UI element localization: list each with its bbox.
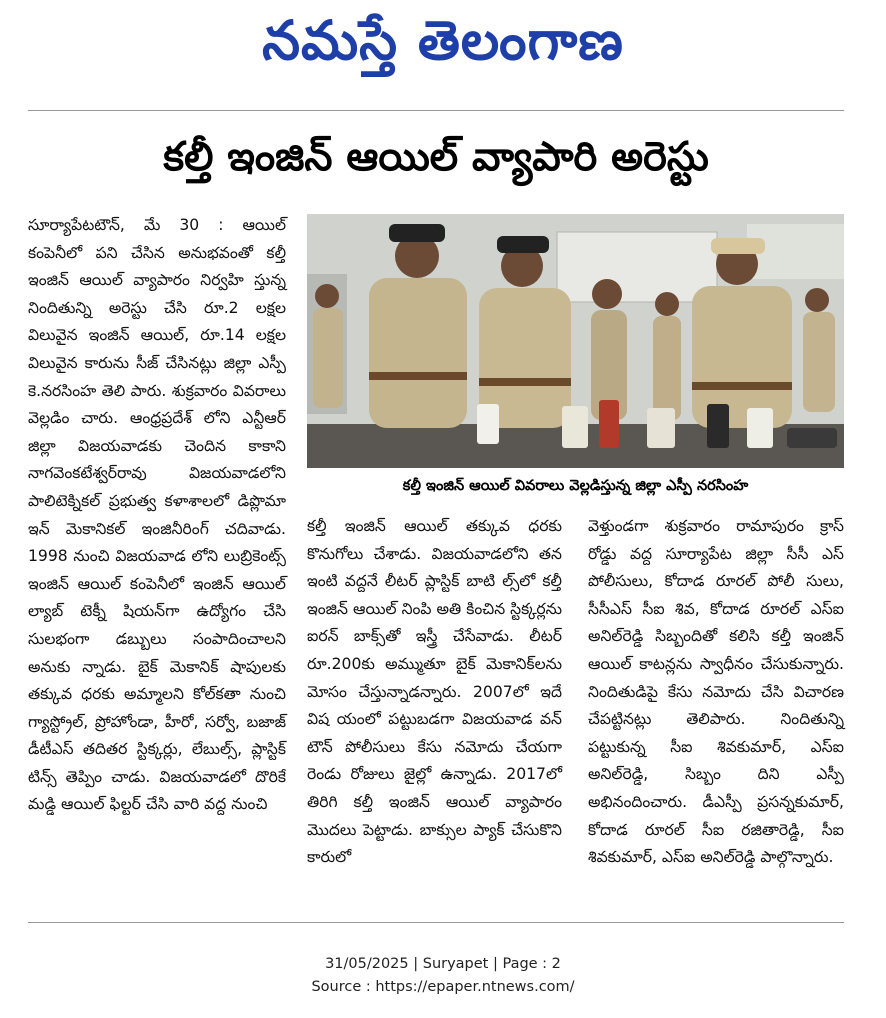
article-text: వెళ్తుండగా శుక్రవారం రామాపురం క్రాస్ రోడ్డు వద్ద సూర్యాపేట జిల్లా సీసీ ఎస్ పోలీసులు, కోదాడ రూరల్ పోలీ సులు, సీసీఎస్ సీఐ శివ, కోదాడ రూరల్ ఎస్ఐ అనిల్‌రెడ్డి సిబ్బందితో కలిసి కల్తీ ఇంజిన్ ఆయిల్ కాటన్లను స్వాధీనం చేసుకున్నారు. నిందితుడిపై కేసు నమోదు చేసి విచారణ చేపట్టినట్లు తెలిపారు. నిందితున్ని పట్టుకున్న సీఐ శివకుమార్, ఎస్ఐ అనిల్‌రెడ్డి, సిబ్బం దిని ఎస్పీ అభినందించారు. డీఎస్పీ ప్రసన్నకుమార్, కోదాడ రూరల్ సీఐ రజితారెడ్డి, సీఐ శివకుమార్, ఎస్ఐ అనిల్‌రెడ్డి పాల్గొన్నారు. (588, 517, 844, 867)
edition-info: 31/05/2025 | Suryapet | Page : 2 (325, 956, 561, 972)
masthead-divider (28, 110, 844, 111)
source-link[interactable]: Source : https://epaper.ntnews.com/ (311, 979, 575, 995)
article-text: కల్తీ ఇంజిన్ ఆయిల్ తక్కువ ధరకు కొనుగోలు చేశాడు. విజయవాడలోని తన ఇంటి వద్దనే లీటర్ ప్లాస్టిక్ బాటి ల్స్‌లో కల్తీ ఇంజిన్ ఆయిల్ నింపి అతి కించిన స్టిక్కర్లను ఐరన్ బాక్స్‌తో ఇస్త్రీ చేసేవాడు. లీటర్ రూ.200కు అమ్ముతూ బైక్ మెకానిక్‌లను మోసం చేస్తున్నాడన్నారు. 2007లో ఇదే విష యంలో పట్టుబడగా విజయవాడ వన్ టౌన్ పోలీసులు కేసు నమోదు చేయగా రెండు రోజులు జైల్లో ఉన్నాడు. 2017లో తిరిగి కల్తీ ఇంజిన్ ఆయిల్ వ్యాపారం మొదలు పెట్టాడు. బాక్సుల ప్యాక్ చేసుకొని కారులో (307, 517, 562, 867)
news-photo (307, 214, 844, 468)
photo-police-officers-icon (307, 214, 844, 468)
article-column-1 (28, 212, 286, 910)
article-headline: కల్తీ ఇంజిన్ ఆయిల్ వ్యాపారి అరెస్టు (163, 134, 709, 180)
article-column-2 (307, 513, 562, 910)
article-text: సూర్యాపేటటౌన్, మే 30 : ఆయిల్ కంపెనీలో పని చేసిన అనుభవంతో కల్తీ ఇంజిన్ ఆయిల్ వ్యాపారం నిర్వహి స్తున్న నిందితున్ని అరెస్టు చేసి రూ.2 లక్షల విలువైన ఇంజిన్ ఆయిల్, రూ.14 లక్షల విలువైన కారును సీజ్ చేసినట్లు జిల్లా ఎస్పీ కె.నరసింహ తెలి పారు. శుక్రవారం వివరాలు వెల్లడిం చారు. ఆంధ్రప్రదేశ్ లోని ఎన్టీఆర్ జిల్లా విజయవాడకు చెందిన కాకాని నాగవెంకటేశ్వర్‌రావు విజయవాడలోని పాలిటెక్నికల్ ప్రభుత్వ కళాశాలలో డిప్లొమా ఇన్ మెకానికల్ ఇంజినీరింగ్ చదివాడు. 1998 నుంచి విజయవాడ లోని లుబ్రికెంట్స్ ఇంజిన్ ఆయిల్ కంపెనీలో ఇంజిన్ ఆయిల్ ల్యాబ్ టెక్నీ షియన్‌గా ఉద్యోగం చేసి సులభంగా డబ్బులు సంపాదించాలని అనుకు న్నాడు. బైక్ మెకానిక్ షాపులకు తక్కువ ధరకు అమ్మాలని కోల్‌కతా నుంచి గ్యాస్ట్రోల్, ప్రోహోండా, హీరో, సర్వో, బజాజ్ డీటీఎస్ తదితర స్టిక్కర్లు, లేబుల్స్, ప్లాస్టిక్ టిన్స్ తెప్పిం చాడు. విజయవాడలో దొరికే మడ్డి ఆయిల్ ఫిల్టర్ చేసి వారి వద్ద నుంచి (28, 216, 286, 814)
footer-divider (28, 922, 844, 923)
masthead-logo: నమస్తే తెలంగాణ (262, 9, 624, 72)
article-column-3 (588, 513, 844, 910)
photo-caption: కల్తీ ఇంజిన్ ఆయిల్ వివరాలు వెల్లడిస్తున్న జిల్లా ఎస్పీ నరసింహ (402, 478, 749, 494)
